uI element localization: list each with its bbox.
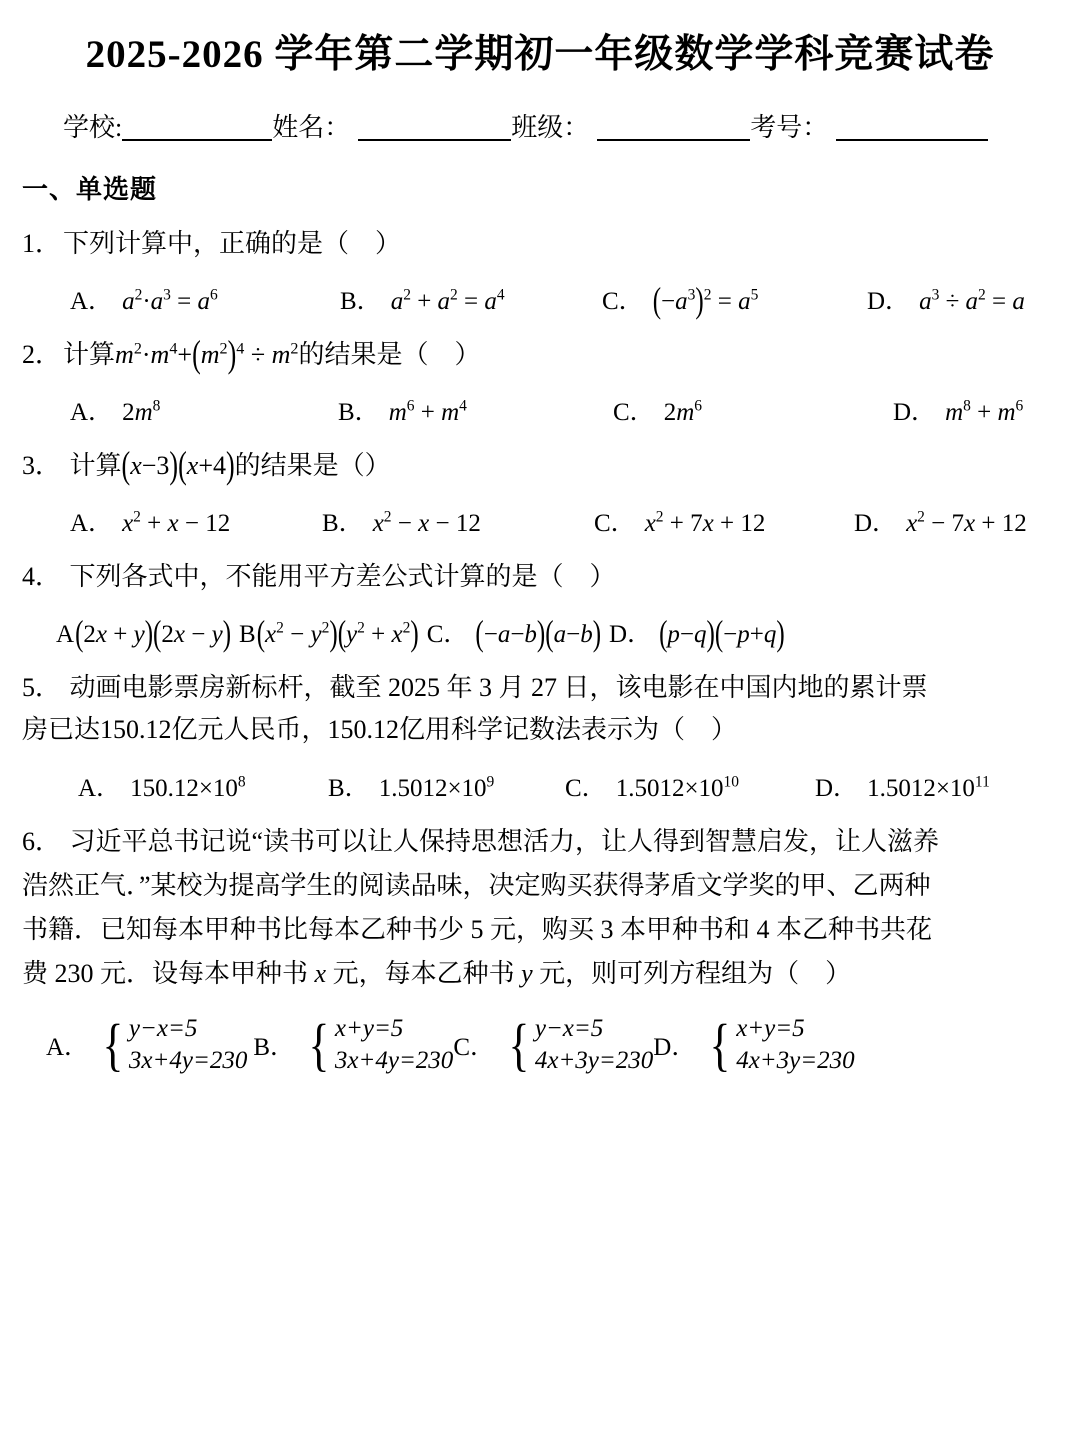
question-1 <box>18 223 1062 321</box>
question-6-option-a[interactable] <box>46 1013 247 1077</box>
option-label: D． <box>867 288 911 315</box>
class-input[interactable] <box>597 117 750 141</box>
question-6-line-4-part-a: 费 230 元．设每本甲种书 <box>22 958 315 988</box>
question-4-option-b[interactable] <box>239 615 419 655</box>
question-3-expression: (x−3)(x+4) <box>121 444 235 487</box>
option-label: C． <box>594 510 636 538</box>
question-4-option-c[interactable] <box>426 614 602 655</box>
question-6-line-4-wrap <box>22 953 1062 995</box>
left-brace-icon: { <box>102 1011 124 1077</box>
question-5-option-c[interactable] <box>565 768 815 804</box>
question-6-stem <box>22 821 1062 863</box>
option-expression: $a^2\cdot a^3 = a^6$ <box>122 286 218 315</box>
question-2-suffix: 的结果是（ ） <box>298 340 481 369</box>
option-expression: (p−q)(−p+q) <box>659 615 785 655</box>
question-5-option-d[interactable] <box>815 768 990 804</box>
equation-second: 3x+4y=230 <box>128 1046 248 1074</box>
option-expression: $2m^6$ <box>663 397 702 427</box>
left-brace-icon: { <box>308 1011 330 1077</box>
option-label: D． <box>854 510 898 538</box>
equation-system <box>335 1013 453 1077</box>
option-label: D． <box>815 774 859 802</box>
exam-no-field <box>750 112 988 142</box>
left-brace-icon: { <box>709 1011 731 1077</box>
question-4-options <box>56 614 1052 655</box>
question-5-line-2: 房已达150.12亿元人民币，150.12亿用科学记数法表示为（ ） <box>22 715 738 745</box>
question-4-option-a[interactable] <box>56 615 232 655</box>
option-mantissa: 1.5012×10 <box>615 774 724 802</box>
equation-system <box>129 1013 247 1077</box>
equation-second: 4x+3y=230 <box>534 1046 654 1074</box>
option-label: B． <box>253 1033 296 1061</box>
equation-second: 3x+4y=230 <box>334 1046 454 1074</box>
option-expression: $(x^2 - y^2)(y^2 + x^2)$ <box>256 615 419 655</box>
option-label: B <box>239 621 256 649</box>
equation-first: x+y=5 <box>736 1014 805 1042</box>
question-3-option-d[interactable] <box>854 503 1027 539</box>
question-4 <box>18 556 1062 655</box>
question-1-text: 下列计算中，正确的是（ ） <box>63 228 402 258</box>
question-3-option-a[interactable] <box>70 503 322 539</box>
page-title: 2025-2026 学年第二学期初一年级数学学科竞赛试卷 <box>85 33 995 76</box>
question-6-options <box>46 1013 1062 1077</box>
option-expression: $a^2 + a^2 = a^4$ <box>390 286 505 315</box>
class-label: 班级： <box>511 112 590 142</box>
equation-first: x+y=5 <box>334 1014 404 1042</box>
question-4-number: 4． <box>22 562 62 592</box>
question-3-prefix: 计算 <box>69 451 122 481</box>
name-field <box>272 112 511 142</box>
option-expression <box>130 775 246 803</box>
equation-first: y−x=5 <box>128 1014 198 1042</box>
question-2-option-b[interactable] <box>338 392 613 428</box>
school-input[interactable] <box>122 117 272 141</box>
question-1-stem <box>22 223 1062 265</box>
question-2-option-a[interactable] <box>70 392 338 428</box>
option-label: A <box>56 621 75 649</box>
school-field <box>63 112 272 142</box>
option-label: B． <box>322 510 364 538</box>
question-2-option-d[interactable] <box>893 392 1023 428</box>
option-label: A． <box>46 1033 90 1061</box>
question-6-line-1: 习近平总书记说“读书可以让人保持思想活力，让人得到智慧启发，让人滋养 <box>69 826 940 856</box>
name-label: 姓名： <box>272 112 351 142</box>
question-1-option-b[interactable] <box>340 281 602 317</box>
option-label: D． <box>893 399 937 427</box>
left-brace-icon: { <box>508 1011 530 1077</box>
question-1-number: 1． <box>22 228 62 258</box>
option-expression <box>867 775 990 803</box>
option-exponent: 11 <box>974 773 990 791</box>
question-6-line-2: 浩然正气．”某校为提高学生的阅读品味，决定购买获得茅盾文学奖的甲、乙两种 <box>22 870 931 900</box>
question-6-line-4-part-c: 元，则可列方程组为（ ） <box>532 958 852 988</box>
question-6-option-c[interactable] <box>453 1013 653 1077</box>
question-5 <box>18 667 1062 803</box>
option-label: D． <box>609 621 653 649</box>
question-3-number: 3． <box>22 451 62 481</box>
question-2-prefix: 计算 <box>63 340 116 369</box>
question-3-stem <box>22 445 1062 487</box>
option-label: A． <box>70 510 114 538</box>
equation-system <box>736 1013 854 1077</box>
option-mantissa: 1.5012×10 <box>378 774 487 802</box>
question-6-option-b[interactable] <box>253 1013 453 1077</box>
option-expression <box>616 775 739 803</box>
option-label: A． <box>70 288 114 315</box>
option-label: B． <box>328 774 370 802</box>
option-label: C． <box>613 399 655 427</box>
option-label: C． <box>602 288 644 315</box>
question-1-option-d[interactable] <box>867 281 1025 317</box>
question-5-line-2-wrap <box>22 709 1062 751</box>
equation-second: 4x+3y=230 <box>736 1046 855 1074</box>
name-input[interactable] <box>358 117 511 141</box>
option-expression: $2m^8$ <box>122 397 161 427</box>
question-6-line-2-wrap <box>22 865 1062 907</box>
question-1-options <box>70 281 1052 321</box>
question-6-line-3-wrap <box>22 909 1062 951</box>
option-label: A． <box>78 774 122 802</box>
option-expression: (−a−b)(a−b) <box>475 615 602 655</box>
question-6-line-3: 书籍．已知每本甲种书比每本乙种书少 5 元，购买 3 本甲种书和 4 本乙种书共花 <box>22 914 933 944</box>
question-5-option-a[interactable] <box>78 768 328 804</box>
question-2-expression: $m^2\cdot m^4+(m^2)^4 \div m^2$ <box>115 333 299 376</box>
exam-no-input[interactable] <box>836 117 988 141</box>
section-heading-single-choice: 一、单选题 <box>22 174 158 205</box>
question-2 <box>18 334 1062 428</box>
question-6-variable-y: y <box>521 958 533 988</box>
option-expression <box>379 775 495 803</box>
option-mantissa: 1.5012×10 <box>867 774 975 802</box>
question-1-option-c[interactable] <box>602 281 867 321</box>
option-label: C． <box>453 1033 495 1061</box>
option-expression: $x^2 - x - 12$ <box>372 508 481 538</box>
option-expression: $x^2 - 7x + 12$ <box>906 508 1027 538</box>
option-exponent: 8 <box>237 773 246 791</box>
question-2-options <box>70 392 1052 428</box>
question-5-options <box>78 768 1052 804</box>
option-label: D． <box>653 1033 697 1061</box>
exam-no-label: 考号： <box>750 112 829 142</box>
option-label: C． <box>426 621 469 649</box>
question-4-text: 下列各式中，不能用平方差公式计算的是（ ） <box>69 562 616 592</box>
option-expression: (2x + y)(2x − y) <box>75 615 232 655</box>
class-field <box>511 112 750 142</box>
equation-system <box>535 1013 653 1077</box>
question-2-stem <box>22 334 1062 376</box>
school-label: 学校: <box>63 112 123 142</box>
option-expression: $a^3 \div a^2 = a$ <box>919 286 1025 315</box>
option-exponent: 10 <box>723 773 740 791</box>
question-5-stem <box>22 667 1062 709</box>
question-3-option-c[interactable] <box>594 503 854 539</box>
question-6 <box>18 821 1062 1077</box>
question-2-option-c[interactable] <box>613 392 893 428</box>
option-label: A． <box>70 399 114 427</box>
question-6-number: 6． <box>22 826 62 856</box>
option-label: B． <box>338 399 380 427</box>
question-6-line-4-part-b: 元，每本乙种书 <box>326 958 522 988</box>
option-label: C． <box>565 774 607 802</box>
question-3-option-b[interactable] <box>322 503 594 539</box>
question-3-options <box>70 503 1052 539</box>
option-expression: $x^2 + x - 12$ <box>122 508 231 538</box>
question-4-stem <box>22 556 1062 598</box>
question-2-number: 2． <box>22 340 62 369</box>
option-label: B． <box>340 288 382 315</box>
question-3 <box>18 445 1062 539</box>
question-6-variable-x: x <box>314 958 327 988</box>
equation-first: y−x=5 <box>534 1014 604 1042</box>
option-exponent: 9 <box>486 773 495 791</box>
question-3-suffix: 的结果是（） <box>234 451 391 481</box>
option-mantissa: 150.12×10 <box>130 774 238 802</box>
question-5-option-b[interactable] <box>328 768 565 804</box>
question-6-option-d[interactable] <box>653 1013 854 1077</box>
question-1-option-a[interactable] <box>70 281 340 317</box>
question-4-option-d[interactable] <box>609 614 785 655</box>
option-expression: $x^2 + 7x + 12$ <box>644 508 766 538</box>
option-expression: $m^6 + m^4$ <box>388 397 467 427</box>
question-5-line-1: 动画电影票房新标杆，截至 2025 年 3 月 27 日，该电影在中国内地的累计票 <box>69 673 928 703</box>
question-5-number: 5． <box>22 673 62 703</box>
option-expression: $m^8 + m^6$ <box>945 397 1024 427</box>
identification-line <box>18 112 1062 142</box>
option-expression: $(-a^3)^2 = a^5$ <box>652 281 759 321</box>
